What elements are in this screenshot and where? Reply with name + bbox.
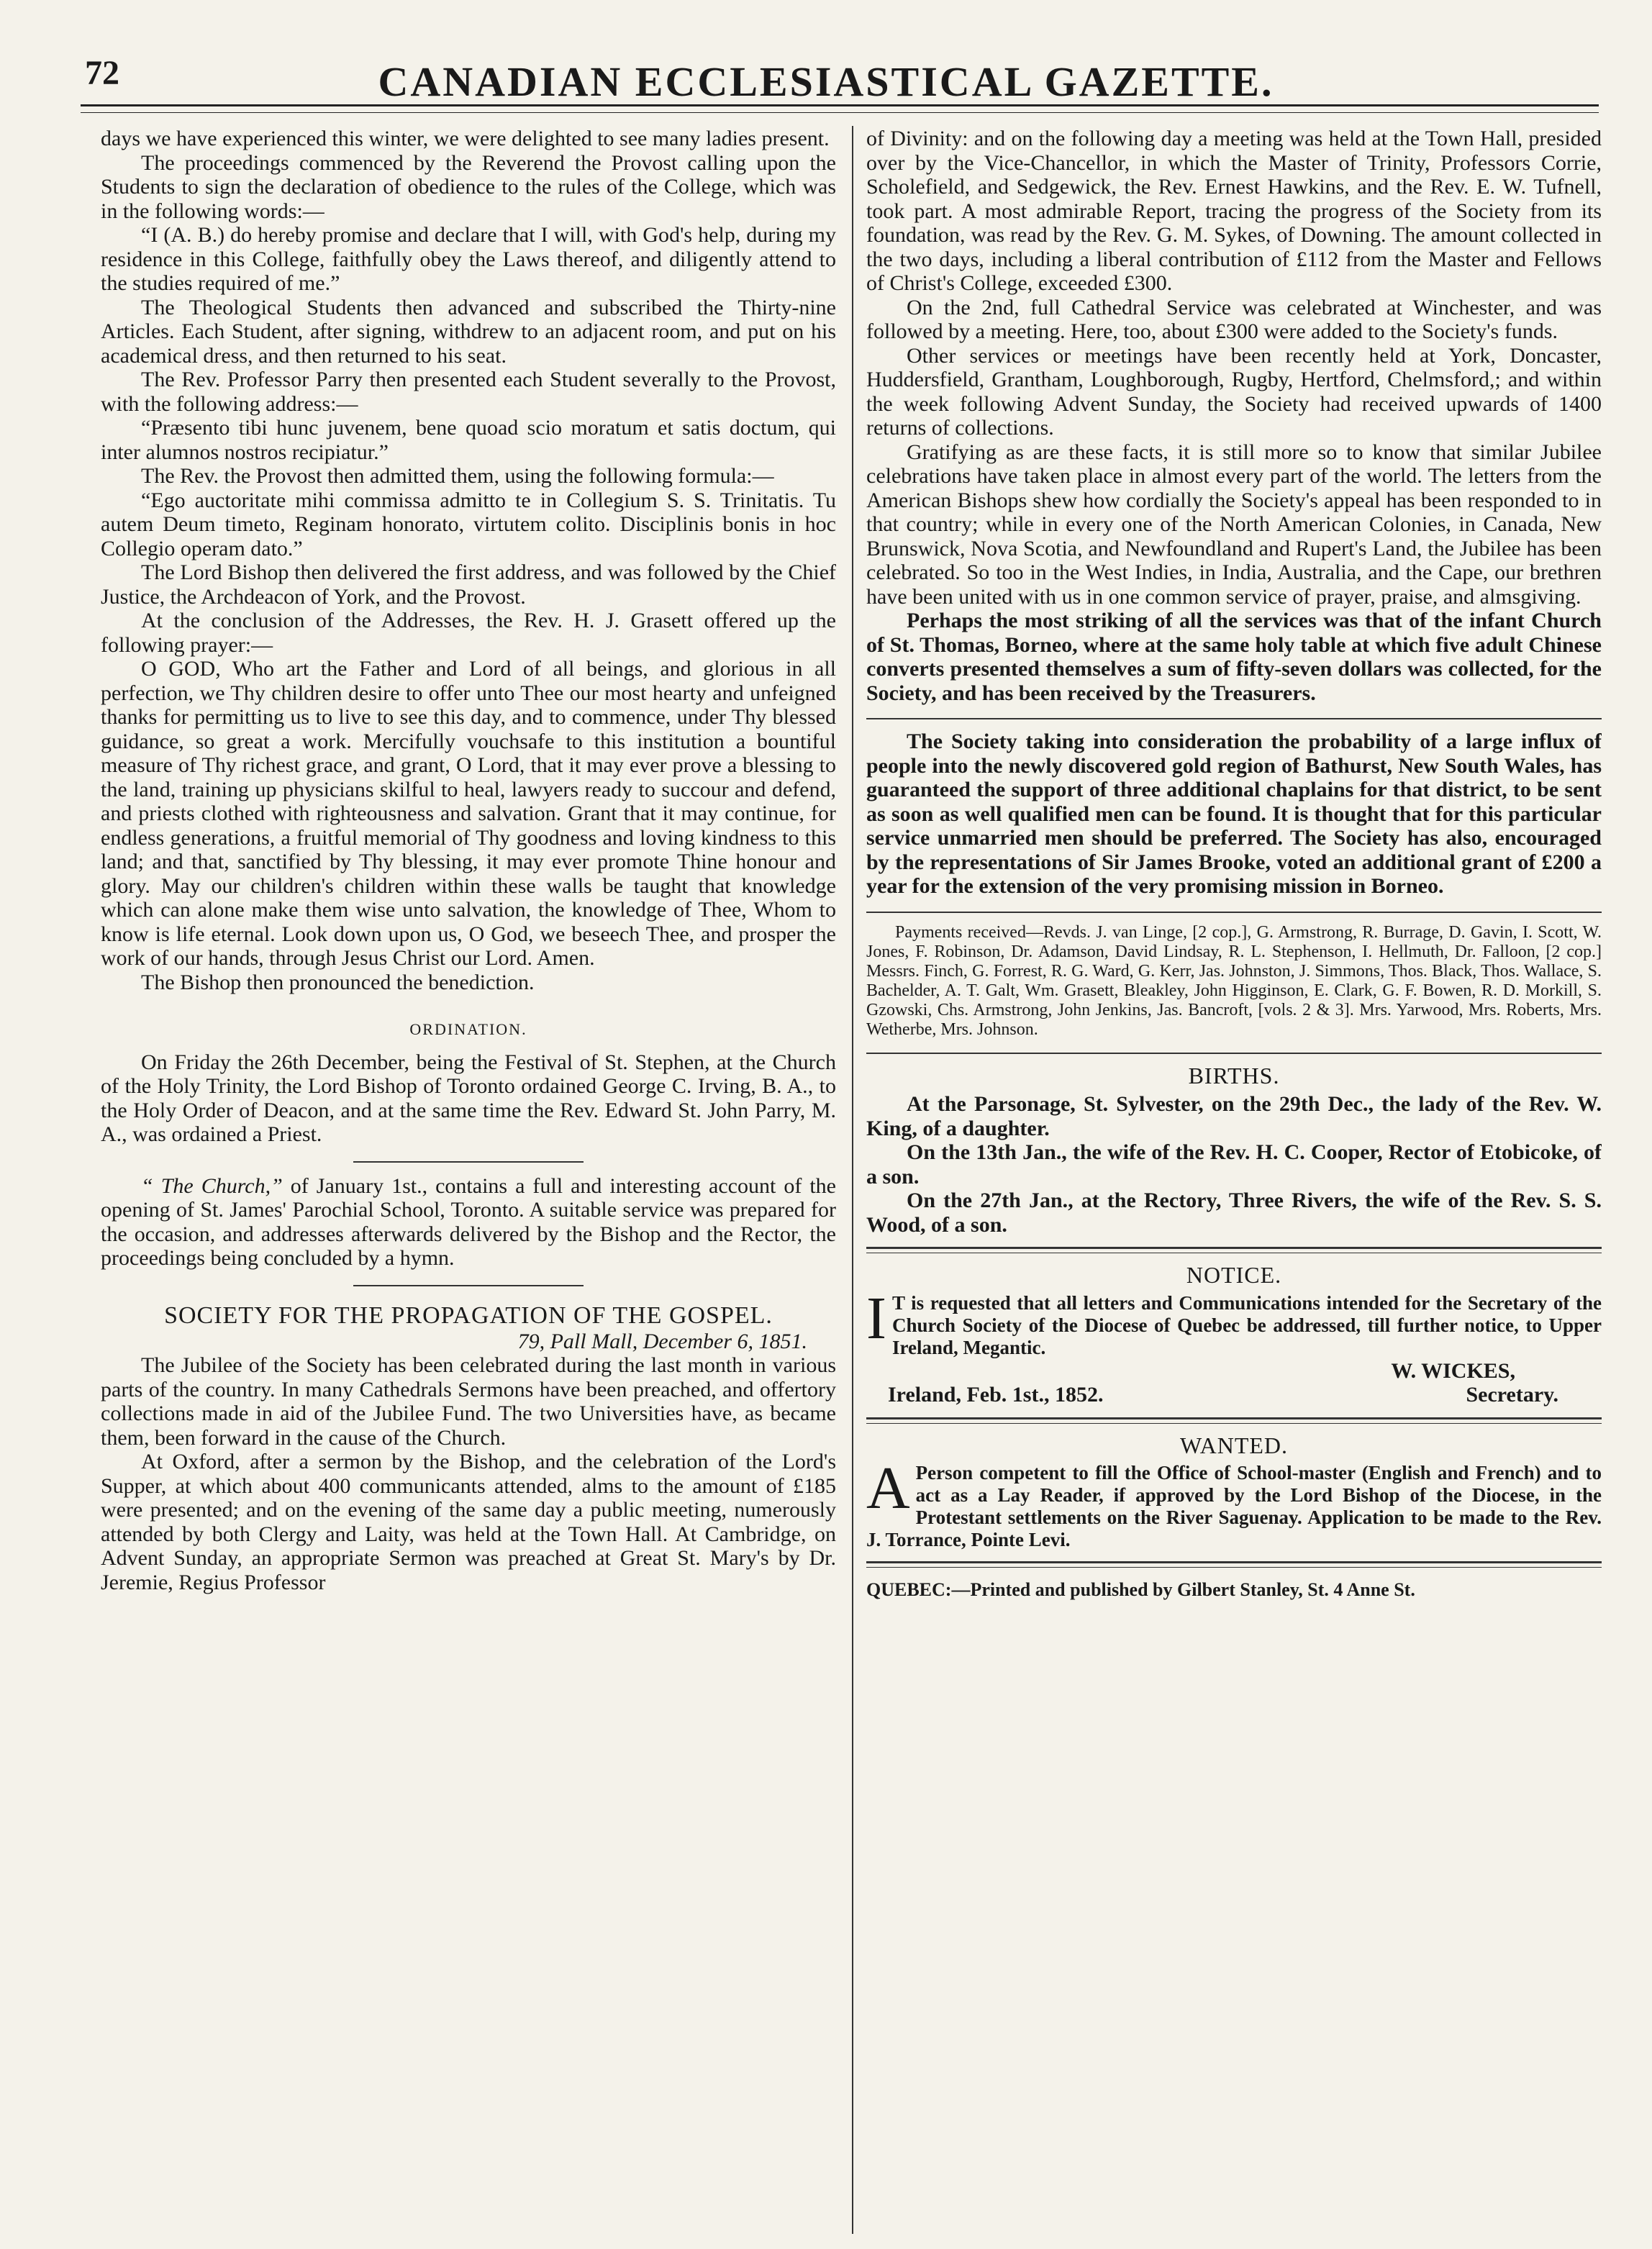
section-separator	[866, 1561, 1602, 1568]
notice-dropcap: I	[866, 1284, 886, 1352]
section-separator	[866, 1053, 1602, 1054]
section-separator	[353, 1285, 584, 1286]
birth-notice: At the Parsonage, St. Sylvester, on the 29th Dec., the lady of the Rev. W. King, of a daughter.	[866, 1092, 1602, 1140]
notice-signer: W. WICKES,	[1391, 1358, 1515, 1383]
notice-heading: NOTICE.	[1186, 1262, 1282, 1288]
section-separator	[866, 1417, 1602, 1424]
prayer-paragraph: O GOD, Who art the Father and Lord of all beings, and glorious in all perfection, we Thy children desire to offer unto Thee our most hearty and unfeigned thanks for permitting us to live to see this day, and to commence, under Thy blessed guidance, so great a work. Mercifully vouchsafe to this institution a bountiful measure of Thy richest grace, and grant, O Lord, that it may ever prove a blessing to the land, training up physicians skilful to heal, lawyers ready to succour and defend, and priests clothed with righteousness and salvation. Grant that it may continue, for endless generations, a fruitful memorial of Thy goodness and loving kindness to this land; and that, sanctified by Thy blessing, it may ever promote Thine honour and glory. May our children's children within these walls be taught that knowledge which can alone make them wise unto salvation, the knowledge of Thee, Whom to know is life eternal. Look down upon us, O God, we beseech Thee, and prosper the work of our hands, through Jesus Christ our Lord. Amen.	[101, 657, 836, 970]
page-number: 72	[85, 54, 119, 92]
paragraph: “Ego auctoritate mihi commissa admitto te in Collegium S. S. Trinitatis. Tu autem Deum timeto, Reginam honorato, virtutem colito. Disciplinis bonis in hoc Collegio operam dato.”	[101, 488, 836, 560]
wanted-paragraph	[866, 1455, 1602, 1551]
paragraph: At Oxford, after a sermon by the Bishop, and the celebration of the Lord's Supper, at which about 400 communicants attended, alms to the amount of £185 were presented; and on the evening of the same day a public meeting, numerously attended by both Clergy and Laity, was held at the Town Hall. At Cambridge, on Advent Sunday, an appropriate Sermon was preached at Great St. Mary's by Dr. Jeremie, Regius Professor	[101, 1450, 836, 1594]
paragraph: “I (A. B.) do hereby promise and declare that I will, with God's help, during my residence in this College, faithfully obey the Laws thereof, and diligently attend to the studies required of me.”	[101, 223, 836, 295]
imprint: QUEBEC:—Printed and published by Gilbert Stanley, St. 4 Anne St.	[866, 1579, 1415, 1600]
column-divider	[852, 126, 853, 2234]
section-separator	[866, 1247, 1602, 1253]
bathurst-paragraph: The Society taking into consideration the probability of a large influx of people into the newly discovered gold region of Bathurst, New South Wales, has guaranteed the support of three additional chaplains for that district, to be sent as soon as well qualified men can be found. It is thought that for this particular service unmarried men should be preferred. The Society has also, encouraged by the representations of Sir James Brooke, voted an additional grant of £200 a year for the extension of the very promising mission in Borneo.	[866, 730, 1602, 898]
notice-text: T is requested that all letters and Communications intended for the Secretary of the Church Society of the Diocese of Quebec be addressed, till further notice, to Upper Ireland, Megantic.	[891, 1291, 1602, 1358]
ordination-heading: ORDINATION.	[409, 1020, 527, 1038]
notice-place-date: Ireland, Feb. 1st., 1852.	[888, 1383, 1104, 1407]
paragraph: On the 2nd, full Cathedral Service was celebrated at Winchester, and was followed by a meeting. Here, too, about £300 were added to the Society's funds.	[866, 295, 1602, 343]
paragraph: The Rev. Professor Parry then presented each Student severally to the Provost, with the following address:—	[101, 368, 836, 416]
church-title: “ The Church,”	[141, 1173, 283, 1198]
paragraph: At the conclusion of the Addresses, the Rev. H. J. Grasett offered up the following prayer:—	[101, 609, 836, 657]
paragraph: The Bishop then pronounced the benediction.	[141, 970, 535, 994]
right-column	[866, 127, 1602, 2213]
birth-notice: On the 13th Jan., the wife of the Rev. H. C. Cooper, Rector of Etobicoke, of a son.	[866, 1140, 1602, 1189]
paragraph: Perhaps the most striking of all the services was that of the infant Church of St. Thomas, Borneo, where at the same holy table at which five adult Chinese converts presented themselves a sum of fifty-seven dollars was collected, for the Society, and has been received by the Treasurers.	[866, 609, 1602, 705]
paragraph: days we have experienced this winter, we were delighted to see many ladies present.	[101, 127, 830, 150]
church-text: of January 1st., contains a full and interesting account of the opening of St. James' Parochial School, Toronto. A suitable service was prepared for the occasion, and addresses afterwards delivered by the Bishop and the Rector, the proceedings being concluded by a hymn.	[101, 1173, 836, 1270]
church-paragraph	[101, 1174, 836, 1271]
paragraph: of Divinity: and on the following day a meeting was held at the Town Hall, presided over by the Vice-Chancellor, in which the Master of Trinity, Professors Corrie, Scholefield, and Sedgewick, the Rev. Ernest Hawkins, and the Rev. E. W. Tufnell, took part. A most admirable Report, tracing the progress of the Society from its foundation, was read by the Rev. G. M. Sykes, of Downing. The amount collected in the two days, including a liberal contribution of £112 from the Master and Fellows of Christ's College, exceeded £300.	[866, 127, 1602, 295]
notice-role: Secretary.	[1466, 1383, 1558, 1407]
paragraph: “Præsento tibi hunc juvenem, bene quoad scio moratum et satis doctum, qui inter alumnos nostros recipiatur.”	[101, 416, 836, 464]
paragraph: The Rev. the Provost then admitted them, using the following formula:—	[141, 464, 774, 488]
paragraph: The Lord Bishop then delivered the first address, and was followed by the Chief Justice, the Archdeacon of York, and the Provost.	[101, 560, 836, 609]
section-separator	[866, 718, 1602, 719]
payments-received: Payments received—Revds. J. van Linge, [2 cop.], G. Armstrong, R. Burrage, D. Gavin, I. Scott, W. Jones, F. Robinson, Dr. Adamson, David Lindsay, R. L. Stephenson, I. Hellmuth, Dr. Falloon, [2 cop.] Messrs. Finch, G. Forrest, R. G. Ward, G. Kerr, Jas. Johnston, J. Simmons, Thos. Black, Thos. Wallace, S. Bachelder, A. T. Galt, Wm. Grasett, Bleakley, John Higginson, E. Clark, G. F. Bowen, R. D. Morkill, S. Gzowski, Chs. Armstrong, John Jenkins, Jas. Bancroft, [vols. 2 & 3]. Mrs. Yarwood, Mrs. Roberts, Mrs. Wetherbe, Mrs. Johnson.	[866, 922, 1602, 1039]
paragraph: The proceedings commenced by the Reverend the Provost calling upon the Students to sign the declaration of obedience to the rules of the College, which was in the following words:—	[101, 150, 836, 223]
left-column	[101, 127, 836, 2213]
births-heading: BIRTHS.	[1188, 1062, 1280, 1089]
paragraph: The Theological Students then advanced and subscribed the Thirty-nine Articles. Each Student, after signing, withdrew to an adjacent room, and put on his academical dress, and then returned to his seat.	[101, 295, 836, 368]
section-separator	[866, 912, 1602, 913]
paragraph: The Jubilee of the Society has been celebrated during the last month in various parts of the country. In many Cathedrals Sermons have been preached, and offertory collections made in aid of the Jubilee Fund. The two Universities have, as became them, been forward in the cause of the Church.	[101, 1353, 836, 1450]
gazette-title: CANADIAN ECCLESIASTICAL GAZETTE.	[378, 58, 1274, 105]
spg-heading: SOCIETY FOR THE PROPAGATION OF THE GOSPEL.	[164, 1301, 773, 1329]
wanted-dropcap: A	[866, 1455, 910, 1522]
section-separator	[353, 1161, 584, 1163]
spg-address: 79, Pall Mall, December 6, 1851.	[517, 1329, 807, 1353]
wanted-heading: WANTED.	[1179, 1432, 1289, 1458]
notice-paragraph	[866, 1284, 1602, 1359]
header-rule-thin	[81, 112, 1599, 113]
header-rule	[81, 104, 1599, 106]
ordination-paragraph: On Friday the 26th December, being the Festival of St. Stephen, at the Church of the Holy Trinity, the Lord Bishop of Toronto ordained George C. Irving, B. A., to the Holy Order of Deacon, and at the same time the Rev. Edward St. John Parry, M. A., was ordained a Priest.	[101, 1050, 836, 1146]
paragraph: Gratifying as are these facts, it is still more so to know that similar Jubilee celebrations have taken place in almost every part of the world. The letters from the American Bishops shew how cordially the Society's appeal has been responded to in that country; while in every one of the North American Colonies, in Canada, New Brunswick, Nova Scotia, and Newfoundland and Rupert's Land, the Jubilee has been celebrated. So too in the West Indies, in India, Australia, and the Cape, our brethren have been united with us in one common service of prayer, praise, and almsgiving.	[866, 440, 1602, 609]
paragraph: Other services or meetings have been recently held at York, Doncaster, Huddersfield, Grantham, Loughborough, Rugby, Hertford, Chelmsford,; and within the week following Advent Sunday, the Society had received upwards of 1400 returns of collections.	[866, 343, 1602, 440]
notice-dateline	[866, 1383, 1602, 1407]
wanted-text: Person competent to fill the Office of School-master (English and French) and to act as a Lay Reader, if approved by the Lord Bishop of the Diocese, in the Protestant settlements on the River Saguenay. Application to be made to the Rev. J. Torrance, Pointe Levi.	[866, 1462, 1602, 1550]
birth-notice: On the 27th Jan., at the Rectory, Three Rivers, the wife of the Rev. S. S. Wood, of a son.	[866, 1189, 1602, 1237]
